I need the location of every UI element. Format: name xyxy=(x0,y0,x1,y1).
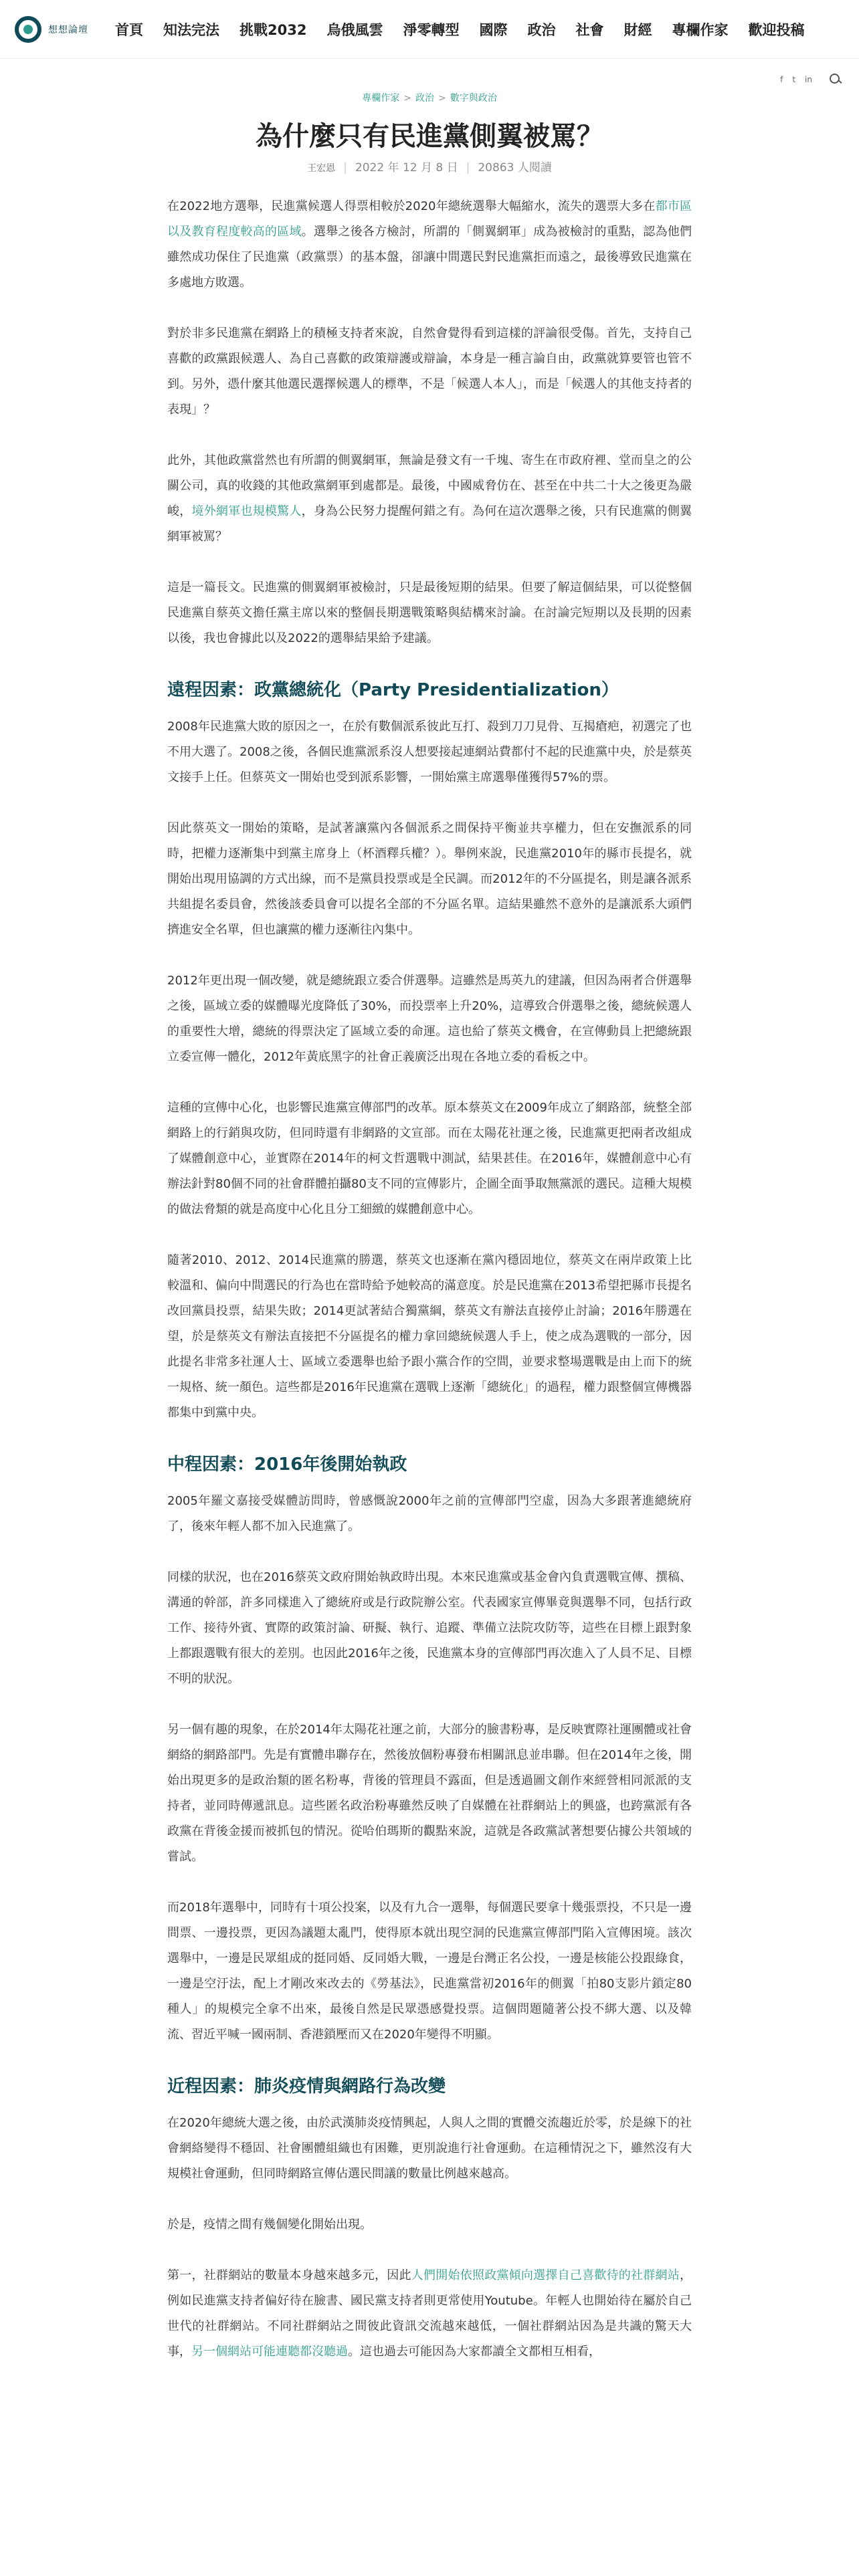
article-paragraph: 另一個有趣的現象，在於2014年太陽花社運之前，大部分的臉書粉專，是反映實際社運團體或社會網絡的網路部門。先是有實體串聯存在，然後放個粉專發布相關訊息並串聯。但在2014年之後，開始出現更多的是政治類的匿名粉專，背後的管理員不露面，但是透過圖文創作來經營相同派派的支持者，並同時傳遞訊息。這些匿名政治粉專雖然反映了自媒體在社群網站上的興盛，也跨黨派有各政黨在背後金援而被抓包的情況。從哈伯瑪斯的觀點來說，這就是各政黨試著想要佔據公共領域的嘗試。 xyxy=(167,1723,692,1864)
linkedin-icon[interactable]: in xyxy=(805,75,812,84)
nav-item-finance[interactable]: 財經 xyxy=(624,21,652,38)
site-header xyxy=(0,0,859,59)
search-icon[interactable] xyxy=(830,74,842,86)
twitter-icon[interactable]: t xyxy=(792,75,796,84)
article-paragraph: 在2020年總統大選之後，由於武漢肺炎疫情興起，人與人之間的實體交流趨近於零，於是線下的社會網絡變得不穩固、社會團體組織也有困難，更別說進行社會運動。在這種情況之下，雖然沒有大規模社會運動，但同時網路宣傳佔選民間議的數量比例越來越高。 xyxy=(167,2116,692,2181)
breadcrumb-politics[interactable]: 政治 xyxy=(415,93,434,104)
nav-item-society[interactable]: 社會 xyxy=(575,21,604,38)
article-paragraph: 2012年更出現一個改變，就是總統跟立委合併選舉。這雖然是馬英九的建議，但因為兩者合併選舉之後，區域立委的媒體曝光度降低了30%，而投票率上升20%，這導致合併選舉之後，總統候選人的重要性大增，總統的得票決定了區域立委的命運。這也給了蔡英文機會，在宣傳動員上把總統跟立委宣傳一體化，2012年黃底黑字的社會正義廣泛出現在各地立委的看板之中。 xyxy=(167,974,692,1064)
breadcrumb xyxy=(0,91,859,104)
breadcrumb-numbers-politics[interactable]: 數字與政治 xyxy=(450,93,497,104)
article-paragraph: 這是一篇長文。民進黨的側翼網軍被檢討，只是最後短期的結果。但要了解這個結果，可以從整個民進黨自蔡英文擔任黨主席以來的整個長期選戰策略與結構來討論。在討論完短期以及長期的因素以後，我也會據此以及2022的選舉結果給予建議。 xyxy=(167,580,692,645)
article-paragraph: 此外，其他政黨當然也有所謂的側翼網軍，無論是發文有一千塊、寄生在市政府裡、堂而皇之的公關公司，真的收錢的其他政黨網軍到處都是。最後，中國威脅仿在、甚至在中共二十大之後更為嚴峻，境外網軍也規模驚人，身為公民努力提醒何錯之有。為何在這次選舉之後，只有民進黨的側翼網軍被罵？ xyxy=(167,453,692,544)
article-paragraph: 對於非多民進黨在網路上的積極支持者來說，自然會覺得看到這樣的評論很受傷。首先，支持自己喜歡的政黨跟候選人、為自己喜歡的政策辯護或辯論，本身是一種言論自由，政黨就算要管也管不到。另外，憑什麼其他選民選擇候選人的標準，不是「候選人本人」，而是「候選人的其他支持者的表現」？ xyxy=(167,326,692,417)
logo-text: 想想論壇 xyxy=(48,24,88,35)
nav-item-law[interactable]: 知法完法 xyxy=(163,21,219,38)
nav-item-international[interactable]: 國際 xyxy=(479,21,508,38)
nav-item-home[interactable]: 首頁 xyxy=(115,21,143,38)
post-author[interactable]: 王宏恩 xyxy=(307,163,336,174)
article-paragraph: 而2018年選舉中，同時有十項公投案，以及有九合一選舉，每個選民要拿十幾張票投，不只是一邊間票、一邊投票，更因為議題太亂門，使得原本就出現空洞的民進黨宣傳部門陷入宣傳困境。該次選舉中，一邊是民眾組成的挺同婚、反同婚大戰，一邊是台灣正名公投，一邊是核能公投跟綠食，一邊是空汙法，配上才剛改來改去的《勞基法》，民進黨當初2016年的側翼「拍80支影片鎖定80種人」的規模完全拿不出來，最後自然是民眾憑感覺投票。這個問題隨著公投不綁大選、以及韓流、習近平喊一國兩制、香港鎖壓而又在2020年變得不明顯。 xyxy=(167,1901,692,2042)
article-link[interactable]: 境外網軍也規模驚人 xyxy=(191,504,302,518)
page-title: 為什麼只有民進黨側翼被罵？ xyxy=(256,121,603,152)
article-paragraph: 同樣的狀況，也在2016蔡英文政府開始執政時出現。本來民進黨或基金會內負責選戰宣傳、撰稿、溝通的幹部，許多同樣進入了總統府或是行政院辦公室。代表國家宣傳畢竟與選舉不同，包括行政工作、接待外賓、實際的政策討論、研擬、執行、追蹤、準備立法院攻防等，這些在目標上跟對象上都跟選戰有很大的差別。也因此2016年之後，民進黨本身的宣傳部門再次進入了人員不足、目標不明的狀況。 xyxy=(167,1570,692,1686)
logo-icon xyxy=(15,16,41,43)
nav-item-net-zero[interactable]: 淨零轉型 xyxy=(403,21,460,38)
post-meta xyxy=(0,158,859,175)
breadcrumb-separator: > xyxy=(403,93,411,104)
article-link[interactable]: 另一個網站可能連聽都沒聽過 xyxy=(191,2345,348,2359)
facebook-icon[interactable]: f xyxy=(780,75,783,84)
article-link[interactable]: 都市區以及教育程度較高的區域 xyxy=(167,199,692,239)
meta-separator: | xyxy=(343,161,347,175)
article-paragraph: 在2022地方選舉，民進黨候選人得票相較於2020年總統選舉大幅縮水，流失的選票大多在都市區以及教育程度較高的區域。選舉之後各方檢討，所謂的「側翼網軍」成為被檢討的重點，認為他們雖然成功保住了民進黨（政黨票）的基本盤，卻讓中間選民對民進黨拒而遠之，最後導致民進黨在多處地方敗選。 xyxy=(167,199,692,290)
meta-separator: | xyxy=(466,161,470,175)
section-heading: 近程因素：肺炎疫情與網路行為改變 xyxy=(167,2076,446,2097)
article-paragraph: 這種的宣傳中心化，也影響民進黨宣傳部門的改革。原本蔡英文在2009年成立了網路部，統整全部網路上的行銷與攻防，但同時還有非網路的文宣部。而在太陽花社運之後，民進黨更把兩者改組成了媒體創意中心，並實際在2014年的柯文哲選戰中測試，結果甚佳。在2016年，媒體創意中心有辦法針對80個不同的社會群體拍攝80支不同的宣傳影片，企圖全面爭取無黨派的選民。這種大規模的做法脅類的就是高度中心化且分工細緻的媒體創意中心。 xyxy=(167,1101,692,1216)
site-logo[interactable] xyxy=(15,0,88,59)
nav-item-submit[interactable]: 歡迎投稿 xyxy=(748,21,805,38)
share-bar xyxy=(780,74,842,86)
article-body xyxy=(167,194,692,2390)
post-views: 20863 人閱讀 xyxy=(478,161,552,175)
main-nav xyxy=(115,0,824,59)
article-paragraph: 隨著2010、2012、2014民進黨的勝選，蔡英文也逐漸在黨內穩固地位，蔡英文在兩岸政策上比較溫和、偏向中間選民的行為也在當時給予她較高的滿意度。於是民進黨在2013希望把縣市長提名改回黨員投票，結果失敗；2014更試著結合獨黨綱，蔡英文有辦法直接停止討論；2016年勝選在望，於是蔡英文有辦法直接把不分區提名的權力拿回總統候選人手上，使之成為選戰的一部分，因此提名非常多社運人士、區域立委選舉也給予跟小黨合作的空間，並要求整場選戰是由上而下的統一規格、統一顏色。這些都是2016年民進黨在選戰上逐漸「總統化」的過程，權力跟整個宣傳機器都集中到黨中央。 xyxy=(167,1253,692,1420)
article-paragraph: 2005年羅文嘉接受媒體訪問時，曾感慨說2000年之前的宣傳部門空虛，因為大多跟著進總統府了，後來年輕人都不加入民進黨了。 xyxy=(167,1494,692,1533)
article-paragraph: 於是，疫情之間有幾個變化開始出現。 xyxy=(167,2218,372,2232)
article-link[interactable]: 人們開始依照政黨傾向選擇自己喜歡待的社群網站 xyxy=(411,2268,680,2282)
article-paragraph: 第一，社群網站的數量本身越來越多元，因此人們開始依照政黨傾向選擇自己喜歡待的社群網站，例如民進黨支持者偏好待在臉書、國民黨支持者則更常使用Youtube。年輕人也開始待在屬於自己世代的社群網站。不同社群網站之間彼此資訊交流越來越低，一個社群網站因為是共識的驚天大事，另一個網站可能連聽都沒聽過。這也過去可能因為大家都讀全文都相互相看， xyxy=(167,2268,692,2359)
nav-item-columnists[interactable]: 專欄作家 xyxy=(672,21,729,38)
section-heading: 中程因素：2016年後開始執政 xyxy=(167,1455,407,1475)
nav-item-challenge-2032[interactable]: 挑戰2032 xyxy=(240,21,307,38)
nav-item-politics[interactable]: 政治 xyxy=(527,21,556,38)
section-heading: 遠程因素：政黨總統化（Party Presidentialization） xyxy=(167,680,619,700)
breadcrumb-columnists[interactable]: 專欄作家 xyxy=(362,93,400,104)
article-paragraph: 2008年民進黨大敗的原因之一，在於有數個派系彼此互打、殺到刀刀見骨、互揭瘡疤，初選完了也不用大選了。2008之後，各個民進黨派系沒人想要接起連網站費都付不起的民進黨中央，於是蔡英文接手上任。但蔡英文一開始也受到派系影響，一開始黨主席選舉僅獲得57%的票。 xyxy=(167,720,692,784)
nav-item-ukraine-russia[interactable]: 烏俄風雲 xyxy=(326,21,383,38)
breadcrumb-separator: > xyxy=(438,93,446,104)
post-date: 2022 年 12 月 8 日 xyxy=(355,161,458,175)
article-paragraph: 因此蔡英文一開始的策略，是試著讓黨內各個派系之間保持平衡並共享權力，但在安撫派系的同時，把權力逐漸集中到黨主席身上（杯酒釋兵權？）。舉例來說，民進黨2010年的縣市長提名，就開始出現用協調的方式出線，而不是黨員投票或是全民調。而2012年的不分區提名，則是讓各派系共組提名委員會，然後該委員會可以提名全部的不分區名單。這結果雖然不意外的是讓派系大頭們擠進安全名單，但也讓黨的權力逐漸往內集中。 xyxy=(167,821,692,937)
